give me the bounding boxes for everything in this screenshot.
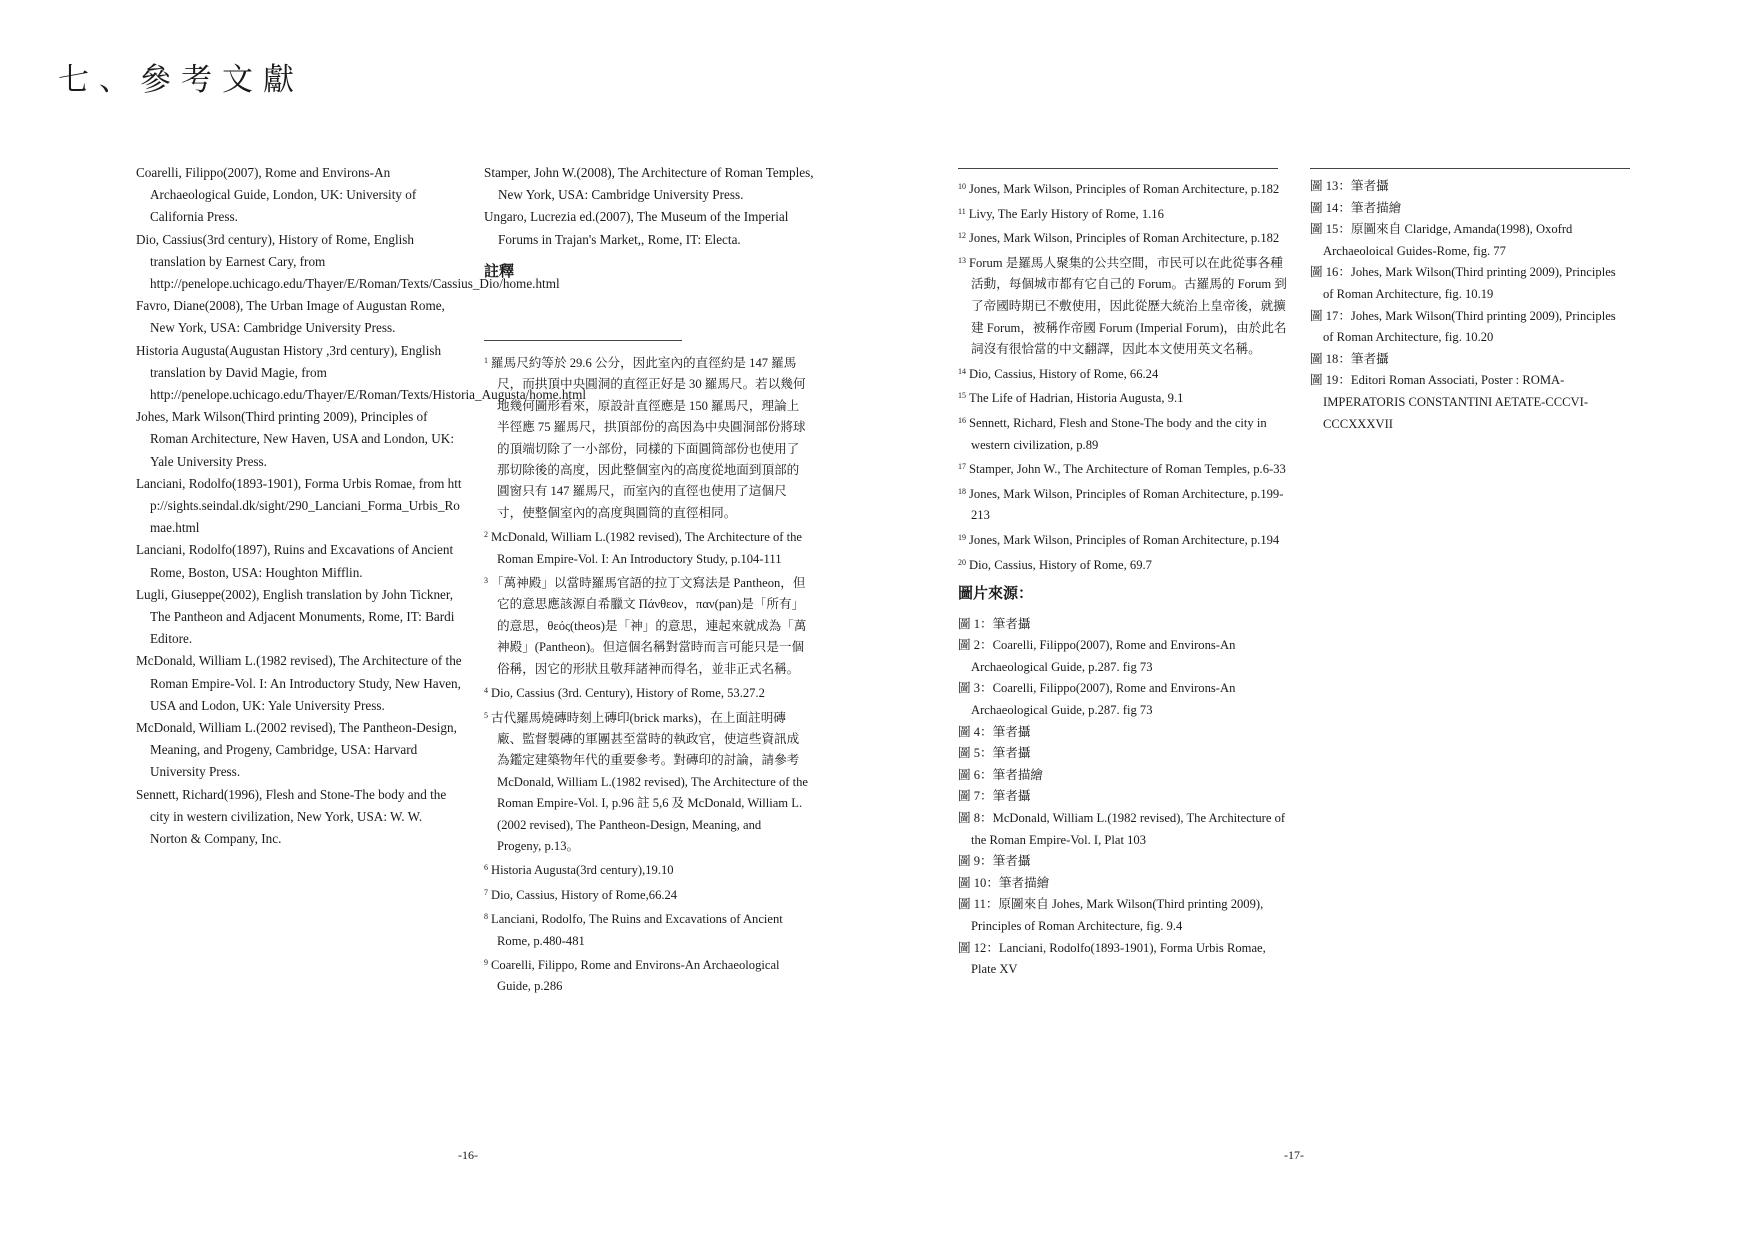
footnote-number: 12 [958,231,966,241]
references-column-2 [484,162,814,291]
reference-item: Coarelli, Filippo(2007), Rome and Environs-An Archaeological Guide, London, UK: University of California Press. [136,165,417,225]
image-source-item: 圖 16：Johes, Mark Wilson(Third printing 2009), Principles of Roman Architecture, fig. 10.19 [1310,265,1616,301]
image-source-item: 圖 19：Editori Roman Associati, Poster : ROMA-IMPERATORIS CONSTANTINI AETATE-CCCVI-CCCXXXVII [1310,373,1589,431]
footnote-number: 11 [958,206,966,216]
footnote [958,385,1290,410]
notes-divider [484,340,682,341]
reference-item: Lanciani, Rodolfo(1893-1901), Forma Urbis Romae, from http://sights.seindal.dk/sight/290_Lanciani_Forma_Urbis_Romae.html [136,475,462,536]
footnote-text: Jones, Mark Wilson, Principles of Roman Architecture, p.194 [969,532,1280,547]
footnote-number: 19 [958,532,966,542]
footnote-number: 7 [484,887,488,897]
footnote-text: Dio, Cassius, History of Rome, 69.7 [969,557,1152,572]
footnote [484,680,808,704]
footnote-text: McDonald, William L.(1982 revised), The Architecture of the Roman Empire-Vol. I: An Introductory Study, p.104-111 [491,530,802,566]
image-source-item: 圖 8：McDonald, William L.(1982 revised), The Architecture of the Roman Empire-Vol. I, Plat 103 [958,811,1286,847]
reference-item: McDonald, William L.(1982 revised), The Architecture of the Roman Empire-Vol. I: An Introductory Study, New Haven, USA and Lodon, UK: Yale University Press. [136,653,462,713]
footnote-text: The Life of Hadrian, Historia Augusta, 9.1 [969,391,1184,406]
reference-item: Stamper, John W.(2008), The Architecture of Roman Temples, New York, USA: Cambridge University Press. [484,165,814,203]
footnote [958,250,1290,361]
reference-item: Dio, Cassius(3rd century), History of Rome, English translation by Earnest Cary, from http://penelope.uchicago.edu/Thayer/E/Roman/Texts/Cassius_Dio/home.html [136,231,560,292]
notes-column-2 [958,176,1290,981]
image-sources-heading: 圖片來源： [958,586,1034,603]
footnote [958,552,1290,577]
footnote-number: 8 [484,912,488,922]
image-source-item: 圖 4：筆者攝 [958,724,1031,739]
footnote-text: Coarelli, Filippo, Rome and Environs-An Archaeological Guide, p.286 [491,957,780,994]
image-source-item: 圖 6：筆者描繪 [958,767,1044,782]
footnote-text: Dio, Cassius, History of Rome, 66.24 [969,366,1159,381]
footnote [484,952,808,998]
image-source-item: 圖 5：筆者攝 [958,746,1031,761]
image-source-item: 圖 3：Coarelli, Filippo(2007), Rome and Environs-An Archaeological Guide, p.287. fig 73 [958,681,1236,718]
footnote-number: 20 [958,557,966,567]
footnote [958,225,1290,250]
image-source-item: 圖 13：筆者攝 [1310,179,1389,193]
image-source-item: 圖 12：Lanciani, Rodolfo(1893-1901), Forma Urbis Romae, Plate XV [958,940,1266,977]
page-title: 七、參考文獻 [58,62,304,98]
image-source-item: 圖 14：筆者描繪 [1310,200,1402,215]
right-page-divider-2 [1310,168,1630,169]
image-source-item: 圖 17：Johes, Mark Wilson(Third printing 2009), Principles of Roman Architecture, fig. 10.20 [1310,308,1616,345]
footnote-text: 「萬神殿」以當時羅馬官語的拉丁文寫法是 Pantheon，但它的意思應該源自希臘文 Πάνθεον，παν(pan)是「所有」的意思，θεός(theos)是「神」的意思，連起來就成為「萬神殿」(Pantheon)。但這個名稱對當時而言可能只是一個俗稱，因它的形狀且敬拜諸神而得名，並非正式名稱。 [491,576,807,676]
footnote-number: 16 [958,415,966,425]
footnote-text: Forum 是羅馬人聚集的公共空間，市民可以在此從事各種活動，每個城市都有它自己的 Forum。古羅馬的 Forum 到了帝國時期已不敷使用，因此從歷大統治上皇帝後，就擴建 Forum，被稱作帝國 Forum (Imperial Forum)，由於此名詞沒有很恰當的中文翻譯，因此本文使用英文名稱。 [969,255,1287,357]
footnote-number: 6 [484,863,488,873]
image-source-item: 圖 7：筆者攝 [958,789,1031,804]
footnote [958,201,1290,226]
image-source-item: 圖 15：原圖來自 Claridge, Amanda(1998), Oxofrd Archaeoloical Guides-Rome, fig. 77 [1310,222,1573,258]
footnote [484,882,808,906]
footnote-number: 5 [484,710,488,720]
footnote-text: Jones, Mark Wilson, Principles of Roman Architecture, p.199-213 [969,486,1284,523]
footnote-number: 10 [958,182,966,191]
footnote-text: Historia Augusta(3rd century),19.10 [491,863,674,878]
footnote-number: 2 [484,530,488,540]
footnote [484,705,808,858]
notes-heading: 註釋 [484,263,515,280]
footnote [484,857,808,881]
reference-item: Johes, Mark Wilson(Third printing 2009), Principles of Roman Architecture, New Haven, USA and London, UK: Yale University Press. [136,409,454,469]
reference-item: Lanciani, Rodolfo(1897), Ruins and Excavations of Ancient Rome, Boston, USA: Houghton Mifflin. [136,542,454,580]
footnote-number: 1 [484,356,488,365]
image-source-item: 圖 11：原圖來自 Johes, Mark Wilson(Third printing 2009), Principles of Roman Architecture, fig. 9.4 [958,897,1264,933]
footnote-number: 3 [484,576,488,586]
footnote-number: 15 [958,391,966,401]
notes-column-1 [484,350,808,998]
image-source-item: 圖 1：筆者攝 [958,616,1031,631]
reference-item: Historia Augusta(Augustan History ,3rd century), English translation by David Magie, from http://penelope.uchicago.edu/Thayer/E/Roman/Texts/Historia_Augusta/home.html [136,342,586,403]
reference-item: Ungaro, Lucrezia ed.(2007), The Museum of the Imperial Forums in Trajan's Market,, Rome, IT: Electa. [484,209,789,247]
footnote-text: Sennett, Richard, Flesh and Stone-The body and the city in western civilization, p.89 [969,415,1267,452]
image-source-item: 圖 18：筆者攝 [1310,351,1389,366]
footnote-number: 13 [958,255,966,265]
image-sources-column-2 [1310,176,1628,435]
reference-item: Lugli, Giuseppe(2002), English translation by John Tickner, The Pantheon and Adjacent Monuments, Rome, IT: Bardi Editore. [136,586,455,647]
image-source-item: 圖 9：筆者攝 [958,854,1031,869]
image-source-item: 圖 2：Coarelli, Filippo(2007), Rome and Environs-An Archaeological Guide, p.287. fig 73 [958,638,1236,674]
footnote-text: Stamper, John W., The Architecture of Roman Temples, p.6-33 [969,462,1286,477]
footnote-number: 17 [958,462,966,472]
footnote-text: Lanciani, Rodolfo, The Ruins and Excavations of Ancient Rome, p.480-481 [491,912,783,948]
footnote-text: 古代羅馬燒磚時刻上磚印(brick marks)，在上面註明磚廠、監督製磚的軍團甚至當時的執政官，使這些資訊成為鑑定建築物年代的重要參考。對磚印的討論，請參考 McDonald, William L.(1982 revised), The Architecture of the Roman Empire-Vol. I, p.96 註 5,6 及 McDonald, William L.(2002 revised), The Pantheon-Design, Meaning, and Progeny, p.13。 [491,710,808,853]
reference-item: Sennett, Richard(1996), Flesh and Stone-The body and the city in western civilization, New York, USA: W. W. Norton & Company, Inc. [136,786,447,847]
footnote [958,456,1290,481]
footnote [484,570,808,680]
footnote-text: Dio, Cassius, History of Rome,66.24 [491,887,678,902]
footnote [958,176,1290,201]
reference-item: Favro, Diane(2008), The Urban Image of Augustan Rome, New York, USA: Cambridge University Press. [136,298,445,336]
footnote [484,906,808,952]
footnote-text: Jones, Mark Wilson, Principles of Roman Architecture, p.182 [969,182,1280,196]
page-number-right: -17- [1284,1148,1304,1162]
image-source-item: 圖 10：筆者描繪 [958,875,1050,890]
page-number-left: -16- [458,1148,478,1162]
footnote-text: Livy, The Early History of Rome, 1.16 [968,206,1164,221]
footnote-number: 18 [958,486,966,496]
footnote [958,527,1290,552]
footnote-text: Dio, Cassius (3rd. Century), History of Rome, 53.27.2 [491,686,765,701]
footnote [958,481,1290,527]
footnote [484,524,808,570]
footnote-number: 4 [484,686,488,696]
right-page-divider-1 [958,168,1278,169]
footnote [484,350,808,524]
footnote-number: 14 [958,366,966,376]
footnote-text: 羅馬尺約等於 29.6 公分，因此室內的直徑約是 147 羅馬尺，而拱頂中央圓洞的直徑正好是 30 羅馬尺。若以幾何地幾何圖形看來，原設計直徑應是 150 羅馬尺，理論上半徑應 75 羅馬尺，拱頂部份的高因為中央圓洞部份將球的頂端切除了一小部份，同樣的下面圓筒部份也使用了那切除後的高度，因此整個室內的高度從地面到頂部的圓窗只有 147 羅馬尺，而室內的直徑也使用了這個尺寸，使整個室內的高度與圓筒的直徑相同。 [491,356,806,520]
reference-item: McDonald, William L.(2002 revised), The Pantheon-Design, Meaning, and Progeny, Cambridge, USA: Harvard University Press. [136,720,457,780]
footnote-number: 9 [484,957,488,967]
footnote [958,361,1290,386]
footnote [958,410,1290,456]
footnote-text: Jones, Mark Wilson, Principles of Roman Architecture, p.182 [969,231,1280,246]
